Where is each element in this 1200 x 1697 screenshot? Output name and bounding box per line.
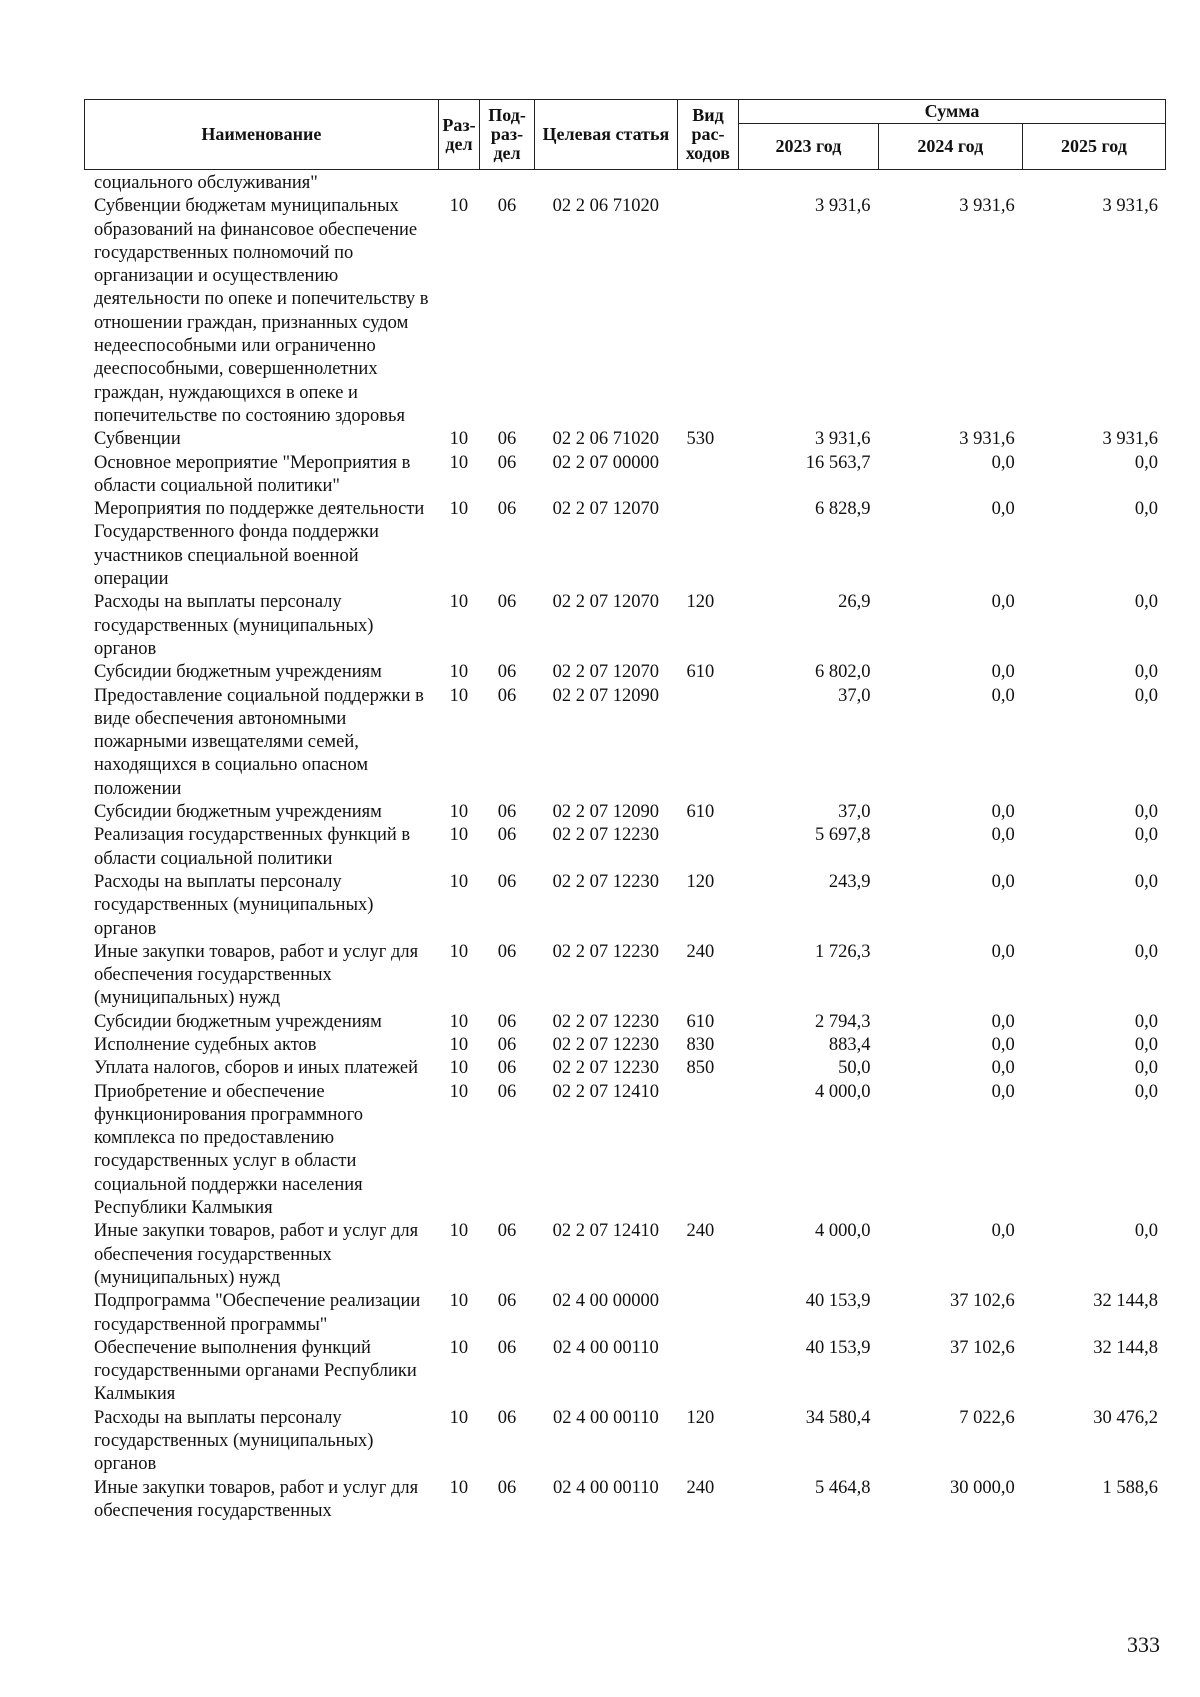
row-name: Приобретение и обеспечение функционирования программного комплекса по предоставлению государственных услуг в области социальной поддержки населения Республики Калмыкия — [94, 1081, 364, 1219]
row-sum-2025: 0,0 — [1134, 1034, 1158, 1055]
row-vid-raskhodov — [677, 195, 738, 428]
row-sum-2025: 30 476,2 — [1093, 1407, 1158, 1428]
row-tselevaya-statya: 02 2 07 12230 — [552, 941, 660, 962]
row-podrazdel: 06 — [497, 592, 517, 613]
header-summa: Сумма — [739, 100, 1166, 124]
row-sum-2024: 0,0 — [991, 685, 1015, 706]
row-vid-raskhodov: 120 — [686, 592, 715, 613]
row-name: Реализация государственных функций в области социальной политики — [94, 825, 411, 869]
row-sum-2023: 16 563,7 — [805, 452, 871, 473]
row-sum-2023: 1 726,3 — [815, 941, 871, 962]
row-sum-2025: 0,0 — [1134, 452, 1158, 473]
row-sum-2023: 34 580,4 — [805, 1407, 871, 1428]
row-vid-raskhodov — [677, 1290, 738, 1337]
row-sum-2023: 40 153,9 — [805, 1337, 871, 1358]
row-razdel: 10 — [449, 1058, 469, 1079]
row-vid-raskhodov — [677, 685, 738, 801]
budget-table — [84, 172, 1166, 1523]
row-tselevaya-statya: 02 4 00 00000 — [552, 1291, 660, 1312]
header-year-2023: 2023 год — [739, 124, 879, 170]
row-podrazdel: 06 — [497, 429, 517, 450]
row-sum-2025 — [1023, 172, 1166, 195]
row-razdel: 10 — [449, 1407, 469, 1428]
row-sum-2025: 0,0 — [1134, 941, 1158, 962]
row-tselevaya-statya: 02 2 07 12230 — [552, 825, 660, 846]
row-vid-raskhodov — [677, 498, 738, 591]
row-sum-2025: 0,0 — [1134, 825, 1158, 846]
row-vid-raskhodov: 830 — [686, 1034, 715, 1055]
row-name: Иные закупки товаров, работ и услуг для обеспечения государственных (муниципальных) нужд — [94, 1221, 419, 1288]
row-sum-2024: 0,0 — [991, 452, 1015, 473]
row-sum-2024: 0,0 — [991, 1011, 1015, 1032]
table-row — [84, 1337, 1166, 1407]
row-tselevaya-statya: 02 2 07 12230 — [552, 1034, 660, 1055]
row-name: Подпрограмма "Обеспечение реализации государственной программы" — [94, 1291, 421, 1335]
row-tselevaya-statya: 02 4 00 00110 — [553, 1477, 659, 1498]
row-razdel: 10 — [449, 1034, 469, 1055]
row-sum-2023: 3 931,6 — [815, 196, 871, 217]
table-row — [84, 428, 1166, 451]
row-sum-2024: 3 931,6 — [959, 196, 1015, 217]
row-sum-2024: 0,0 — [991, 1034, 1015, 1055]
row-sum-2023: 6 802,0 — [815, 662, 871, 683]
row-razdel: 10 — [449, 1291, 469, 1312]
table-row — [84, 195, 1166, 428]
row-razdel: 10 — [449, 499, 469, 520]
row-sum-2025: 0,0 — [1134, 685, 1158, 706]
row-podrazdel: 06 — [497, 1291, 517, 1312]
row-tselevaya-statya: 02 2 06 71020 — [552, 196, 660, 217]
row-tselevaya-statya: 02 2 07 12410 — [552, 1081, 660, 1102]
row-razdel: 10 — [449, 452, 469, 473]
row-sum-2024: 0,0 — [991, 1058, 1015, 1079]
row-razdel: 10 — [449, 941, 469, 962]
page-number: 333 — [1127, 1632, 1160, 1657]
row-sum-2023: 4 000,0 — [815, 1081, 871, 1102]
table-row — [84, 871, 1166, 941]
row-name: Обеспечение выполнения функций государственными органами Республики Калмыкия — [94, 1337, 417, 1405]
row-tselevaya-statya: 02 2 07 00000 — [552, 452, 660, 473]
row-sum-2023: 5 464,8 — [815, 1477, 871, 1498]
table-row — [84, 1081, 1166, 1221]
table-row — [84, 172, 1166, 195]
row-sum-2025: 0,0 — [1134, 1081, 1158, 1102]
row-name: Субсидии бюджетным учреждениям — [94, 1011, 382, 1032]
row-tselevaya-statya: 02 4 00 00110 — [553, 1407, 659, 1428]
row-sum-2025: 0,0 — [1134, 1221, 1158, 1242]
row-vid-raskhodov: 610 — [686, 662, 715, 683]
row-sum-2023: 883,4 — [828, 1034, 871, 1055]
row-name: Субвенции бюджетам муниципальных образований на финансовое обеспечение государственных полномочий по организации и осуществлению деятельности по опеке и попечительству в отношении граждан, признанных судом недееспособными или ограниченно дееспособными, совершеннолетних граждан, нуждающихся в опеке и попечительстве по состоянию здоровья — [94, 196, 429, 426]
row-podrazdel — [480, 172, 535, 195]
row-tselevaya-statya: 02 2 07 12230 — [552, 1058, 660, 1079]
row-sum-2025: 0,0 — [1134, 662, 1158, 683]
row-sum-2024: 3 931,6 — [959, 429, 1015, 450]
header-year-2025: 2025 год — [1022, 124, 1165, 170]
row-podrazdel: 06 — [497, 1221, 517, 1242]
row-razdel: 10 — [449, 871, 469, 892]
row-podrazdel: 06 — [497, 499, 517, 520]
row-sum-2024: 30 000,0 — [950, 1477, 1015, 1498]
row-vid-raskhodov — [677, 1081, 738, 1221]
row-vid-raskhodov — [677, 824, 738, 871]
table-row — [84, 1034, 1166, 1057]
row-podrazdel: 06 — [497, 825, 517, 846]
row-sum-2025: 3 931,6 — [1102, 429, 1158, 450]
row-name: Субсидии бюджетным учреждениям — [94, 802, 382, 823]
row-podrazdel: 06 — [497, 452, 517, 473]
row-name: Расходы на выплаты персоналу государственных (муниципальных) органов — [94, 1407, 374, 1475]
row-name: Субвенции — [94, 429, 181, 450]
header-vid-raskhodov: Вид рас-ходов — [677, 100, 738, 170]
row-podrazdel: 06 — [497, 1081, 517, 1102]
row-sum-2024: 0,0 — [991, 825, 1015, 846]
row-sum-2024: 0,0 — [991, 499, 1015, 520]
table-row — [84, 1407, 1166, 1477]
row-razdel: 10 — [449, 1337, 469, 1358]
row-name: Исполнение судебных актов — [94, 1034, 317, 1055]
header-tselevaya-statya: Целевая статья — [534, 100, 677, 170]
row-vid-raskhodov: 240 — [686, 941, 715, 962]
row-sum-2023: 50,0 — [838, 1058, 871, 1079]
table-header — [84, 99, 1166, 170]
row-vid-raskhodov — [677, 1337, 738, 1407]
row-tselevaya-statya: 02 2 07 12230 — [552, 1011, 660, 1032]
row-podrazdel: 06 — [497, 1011, 517, 1032]
row-sum-2025: 3 931,6 — [1102, 196, 1158, 217]
row-sum-2023: 243,9 — [828, 871, 871, 892]
row-vid-raskhodov: 610 — [686, 1011, 715, 1032]
row-vid-raskhodov: 530 — [686, 429, 715, 450]
row-podrazdel: 06 — [497, 802, 517, 823]
row-sum-2023: 40 153,9 — [805, 1291, 871, 1312]
row-sum-2025: 0,0 — [1134, 1011, 1158, 1032]
row-sum-2025: 32 144,8 — [1093, 1291, 1158, 1312]
row-sum-2023 — [739, 172, 879, 195]
row-razdel: 10 — [449, 1081, 469, 1102]
row-razdel: 10 — [449, 1477, 469, 1498]
row-sum-2023: 37,0 — [838, 685, 871, 706]
header-name: Наименование — [85, 100, 439, 170]
row-name: Уплата налогов, сборов и иных платежей — [94, 1058, 419, 1079]
row-tselevaya-statya: 02 2 07 12070 — [552, 592, 660, 613]
row-podrazdel: 06 — [497, 1058, 517, 1079]
row-razdel: 10 — [449, 662, 469, 683]
row-name: Иные закупки товаров, работ и услуг для обеспечения государственных (муниципальных) нужд — [94, 941, 419, 1009]
row-sum-2024: 0,0 — [991, 941, 1015, 962]
row-podrazdel: 06 — [497, 1337, 517, 1358]
row-tselevaya-statya: 02 2 07 12070 — [552, 499, 660, 520]
table-row — [84, 498, 1166, 591]
row-sum-2023: 6 828,9 — [815, 499, 871, 520]
row-sum-2025: 32 144,8 — [1093, 1337, 1158, 1358]
row-podrazdel: 06 — [497, 1407, 517, 1428]
row-podrazdel: 06 — [497, 941, 517, 962]
table-row — [84, 661, 1166, 684]
row-sum-2023: 5 697,8 — [815, 825, 871, 846]
row-name: Иные закупки товаров, работ и услуг для обеспечения государственных — [94, 1477, 419, 1521]
row-podrazdel: 06 — [497, 196, 517, 217]
row-vid-raskhodov — [677, 172, 738, 195]
row-vid-raskhodov: 240 — [686, 1477, 715, 1498]
row-vid-raskhodov: 240 — [686, 1221, 715, 1242]
row-sum-2024: 0,0 — [991, 1221, 1015, 1242]
row-podrazdel: 06 — [497, 685, 517, 706]
row-sum-2024: 0,0 — [991, 1081, 1015, 1102]
row-podrazdel: 06 — [497, 871, 517, 892]
row-razdel: 10 — [449, 592, 469, 613]
row-sum-2025: 0,0 — [1134, 592, 1158, 613]
table-row — [84, 824, 1166, 871]
row-razdel — [438, 172, 480, 195]
row-sum-2025: 0,0 — [1134, 802, 1158, 823]
row-sum-2025: 0,0 — [1134, 1058, 1158, 1079]
row-tselevaya-statya: 02 2 07 12410 — [552, 1221, 660, 1242]
row-vid-raskhodov — [677, 452, 738, 499]
row-razdel: 10 — [449, 1221, 469, 1242]
row-podrazdel: 06 — [497, 1034, 517, 1055]
row-tselevaya-statya: 02 4 00 00110 — [553, 1337, 659, 1358]
row-sum-2025: 0,0 — [1134, 871, 1158, 892]
row-sum-2024: 37 102,6 — [950, 1337, 1015, 1358]
row-razdel: 10 — [449, 1011, 469, 1032]
row-sum-2023: 3 931,6 — [815, 429, 871, 450]
row-vid-raskhodov: 850 — [686, 1058, 715, 1079]
row-podrazdel: 06 — [497, 1477, 517, 1498]
table-row — [84, 801, 1166, 824]
row-name: Субсидии бюджетным учреждениям — [94, 662, 382, 683]
row-sum-2024: 0,0 — [991, 871, 1015, 892]
header-year-2024: 2024 год — [878, 124, 1022, 170]
table-row — [84, 591, 1166, 661]
row-sum-2023: 2 794,3 — [815, 1011, 871, 1032]
row-sum-2024: 7 022,6 — [959, 1407, 1015, 1428]
row-tselevaya-statya — [534, 172, 677, 195]
row-tselevaya-statya: 02 2 07 12070 — [552, 662, 660, 683]
row-razdel: 10 — [449, 802, 469, 823]
table-row — [84, 685, 1166, 801]
row-sum-2024: 0,0 — [991, 662, 1015, 683]
table-row — [84, 1477, 1166, 1524]
table-row — [84, 1220, 1166, 1290]
row-sum-2024: 0,0 — [991, 802, 1015, 823]
header-podrazdel: Под-раз-дел — [480, 100, 535, 170]
table-row — [84, 941, 1166, 1011]
header-razdel: Раз-дел — [438, 100, 479, 170]
row-sum-2025: 1 588,6 — [1102, 1477, 1158, 1498]
row-tselevaya-statya: 02 2 07 12230 — [552, 871, 660, 892]
row-name: Предоставление социальной поддержки в виде обеспечения автономными пожарными извещателями семей, находящихся в социально опасном положении — [94, 685, 424, 799]
row-sum-2023: 37,0 — [838, 802, 871, 823]
row-razdel: 10 — [449, 429, 469, 450]
row-razdel: 10 — [449, 685, 469, 706]
row-vid-raskhodov: 610 — [686, 802, 715, 823]
row-tselevaya-statya: 02 2 07 12090 — [552, 802, 660, 823]
row-tselevaya-statya: 02 2 07 12090 — [552, 685, 660, 706]
row-sum-2023: 26,9 — [838, 592, 871, 613]
row-sum-2023: 4 000,0 — [815, 1221, 871, 1242]
row-vid-raskhodov: 120 — [686, 1407, 715, 1428]
row-name: социального обслуживания" — [94, 173, 318, 193]
row-name: Основное мероприятие "Мероприятия в области социальной политики" — [94, 452, 411, 496]
table-row — [84, 1057, 1166, 1080]
row-tselevaya-statya: 02 2 06 71020 — [552, 429, 660, 450]
table-row — [84, 452, 1166, 499]
row-name: Расходы на выплаты персоналу государственных (муниципальных) органов — [94, 871, 374, 939]
table-row — [84, 1011, 1166, 1034]
row-name: Мероприятия по поддержке деятельности Государственного фонда поддержки участников специальной военной операции — [94, 499, 425, 590]
table-row — [84, 1290, 1166, 1337]
row-razdel: 10 — [449, 196, 469, 217]
row-sum-2024: 0,0 — [991, 592, 1015, 613]
row-name: Расходы на выплаты персоналу государственных (муниципальных) органов — [94, 592, 374, 659]
row-podrazdel: 06 — [497, 662, 517, 683]
row-vid-raskhodov: 120 — [686, 871, 715, 892]
row-sum-2024: 37 102,6 — [950, 1291, 1015, 1312]
row-razdel: 10 — [449, 825, 469, 846]
row-sum-2024 — [879, 172, 1023, 195]
row-sum-2025: 0,0 — [1134, 499, 1158, 520]
